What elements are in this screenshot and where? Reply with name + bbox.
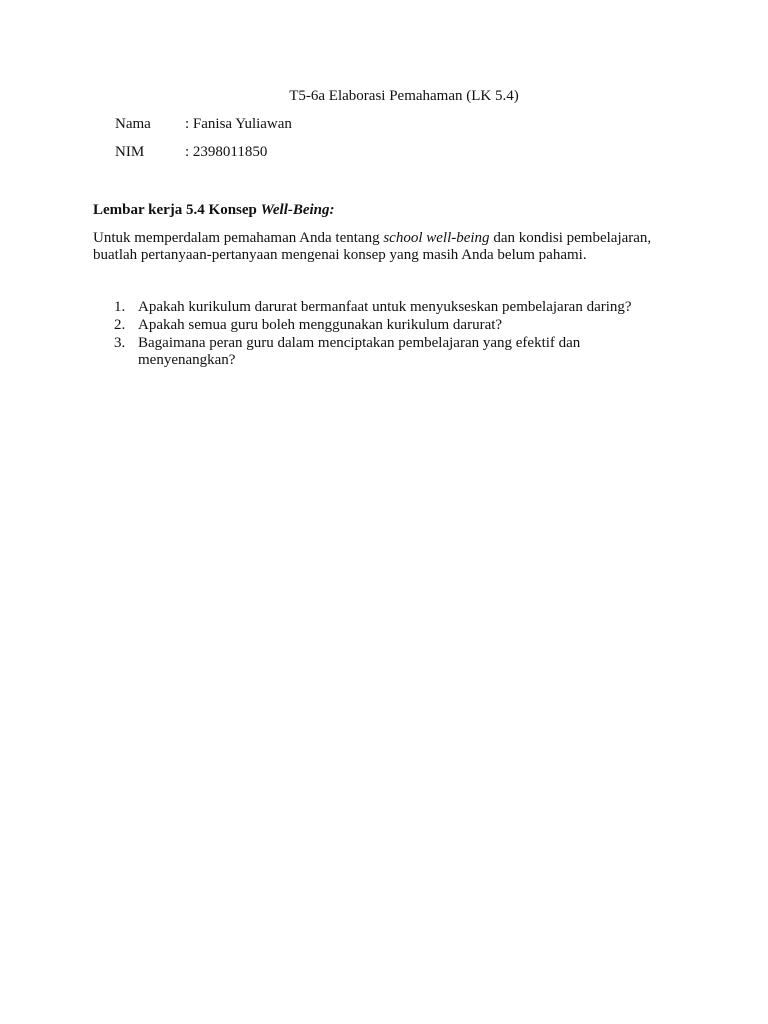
section-heading-prefix: Lembar kerja 5.4 Konsep xyxy=(93,202,261,218)
section-heading-italic: Well-Being: xyxy=(260,202,335,218)
field-nim xyxy=(115,144,267,161)
field-nim-value: : 2398011850 xyxy=(185,144,268,160)
section-heading xyxy=(93,202,335,219)
field-name-value: : Fanisa Yuliawan xyxy=(185,116,292,132)
list-item-text: Bagaimana peran guru dalam menciptakan pembelajaran yang efektif dan menyenangkan? xyxy=(138,335,581,368)
document-title: T5-6a Elaborasi Pemahaman (LK 5.4) xyxy=(289,88,519,104)
paragraph-part2: dan kondisi pembelajaran, buatlah pertanyaan-pertanyaan mengenai konsep yang masih Anda belum pahami. xyxy=(93,230,652,263)
field-nim-label: NIM xyxy=(115,144,145,160)
list-item xyxy=(114,299,674,316)
paragraph-italic: school well-being xyxy=(383,230,490,246)
paragraph-part1: Untuk memperdalam pemahaman Anda tentang xyxy=(93,230,384,246)
list-item-number: 2. xyxy=(114,317,126,333)
field-name-label: Nama xyxy=(115,116,151,132)
list-item-text: Apakah kurikulum darurat bermanfaat untuk menyukseskan pembelajaran daring? xyxy=(138,299,632,315)
field-name xyxy=(115,116,292,133)
list-item xyxy=(114,335,674,369)
list-item xyxy=(114,317,674,334)
list-item-number: 3. xyxy=(114,335,126,351)
list-item-number: 1. xyxy=(114,299,126,315)
list-item-text: Apakah semua guru boleh menggunakan kurikulum darurat? xyxy=(138,317,503,333)
instruction-paragraph xyxy=(93,230,693,264)
question-list xyxy=(114,299,674,370)
